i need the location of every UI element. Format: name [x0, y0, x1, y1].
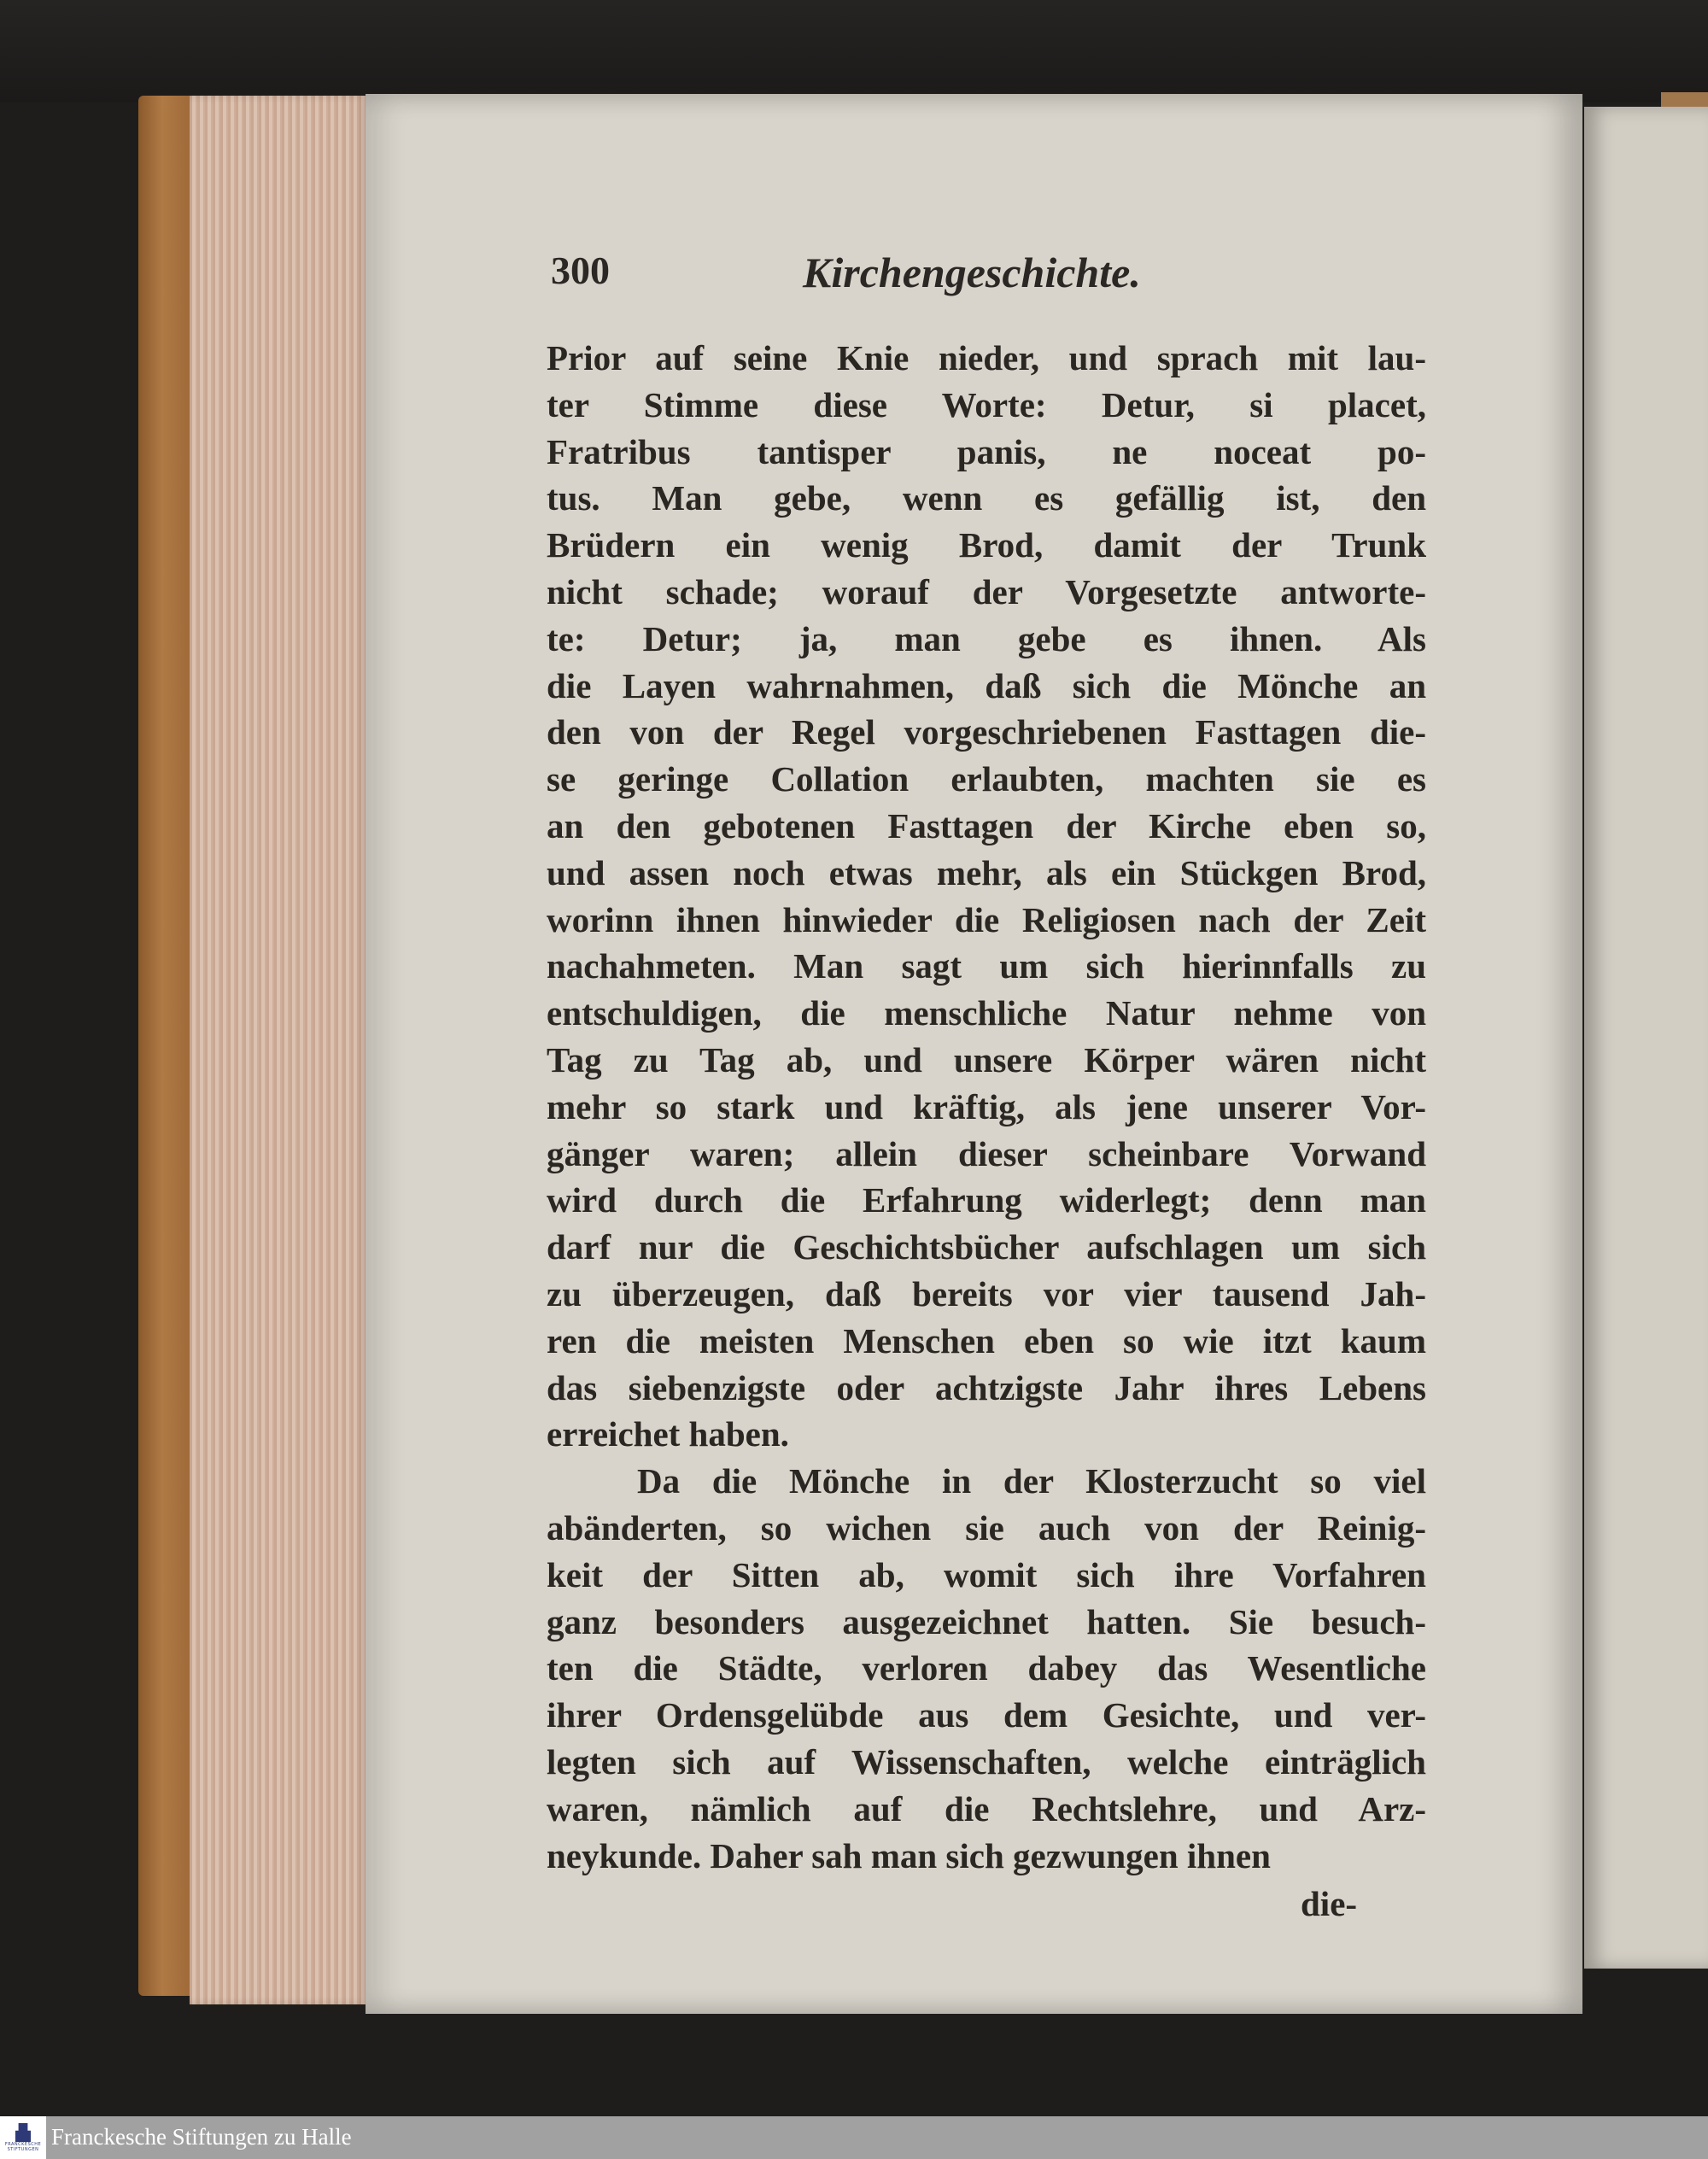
catchword: die- — [1301, 1884, 1358, 1923]
text-line: und assen noch etwas mehr, als ein Stückgen Brod, — [547, 852, 1426, 892]
footer-bar — [0, 2116, 1708, 2159]
text-line: erreichet haben. — [547, 1414, 789, 1454]
text-line: mehr so stark und kräftig, als jene unserer Vor- — [547, 1086, 1426, 1126]
text-line: legten sich auf Wissenschaften, welche einträglich — [547, 1741, 1426, 1782]
text-line: das siebenzigste oder achtzigste Jahr ihres Lebens — [547, 1367, 1426, 1407]
logo-figure-icon — [15, 2123, 31, 2142]
text-line: neykunde. Daher sah man sich gezwungen ihnen — [547, 1835, 1271, 1875]
page-number: 300 — [551, 249, 610, 292]
text-line: entschuldigen, die menschliche Natur nehme von — [547, 993, 1426, 1033]
text-line: an den gebotenen Fasttagen der Kirche eben so, — [547, 805, 1426, 845]
text-line: te: Detur; ja, man gebe es ihnen. Als — [547, 618, 1426, 658]
text-line: se geringe Collation erlaubten, machten sie es — [547, 759, 1426, 799]
text-line: ten die Städte, verloren dabey das Wesentliche — [547, 1648, 1426, 1688]
page-edges — [190, 96, 369, 2004]
text-line: nicht schade; worauf der Vorgesetzte antworte- — [547, 571, 1426, 611]
text-line: ihrer Ordensgelübde aus dem Gesichte, und ver- — [547, 1695, 1426, 1735]
text-line: tus. Man gebe, wenn es gefällig ist, den — [547, 478, 1426, 518]
text-line: Tag zu Tag ab, und unsere Körper wären nicht — [547, 1039, 1426, 1080]
text-line: darf nur die Geschichtsbücher aufschlagen um sich — [547, 1227, 1426, 1267]
text-line: nachahmeten. Man sagt um sich hierinnfalls zu — [547, 946, 1426, 986]
running-head: Kirchengeschichte. — [803, 249, 1141, 296]
logo-text: FRANCKESCHE STIFTUNGEN — [4, 2142, 42, 2152]
institution-logo — [0, 2116, 46, 2159]
facing-page — [1584, 107, 1708, 1969]
text-line: worinn ihnen hinwieder die Religiosen nach der Zeit — [547, 899, 1426, 939]
footer-institution: Franckesche Stiftungen zu Halle — [51, 2124, 352, 2150]
text-line: abänderten, so wichen sie auch von der Reinig- — [547, 1507, 1426, 1548]
text-line: den von der Regel vorgeschriebenen Fasttagen die- — [547, 712, 1426, 752]
text-line: zu überzeugen, daß bereits vor vier tausend Jah- — [547, 1273, 1426, 1314]
text-line: wird durch die Erfahrung widerlegt; denn man — [547, 1180, 1426, 1220]
text-line: gänger waren; allein dieser scheinbare Vorwand — [547, 1133, 1426, 1173]
text-line: waren, nämlich auf die Rechtslehre, und Arz- — [547, 1788, 1426, 1828]
text-line: Da die Mönche in der Klosterzucht so viel — [637, 1461, 1426, 1501]
text-line: Fratribus tantisper panis, ne noceat po- — [547, 431, 1426, 471]
text-line: ren die meisten Menschen eben so wie itzt kaum — [547, 1320, 1426, 1360]
page-body — [547, 335, 1426, 1879]
text-line: ter Stimme diese Worte: Detur, si placet, — [547, 384, 1426, 424]
text-line: Brüdern ein wenig Brod, damit der Trunk — [547, 525, 1426, 565]
text-line: keit der Sitten ab, womit sich ihre Vorfahren — [547, 1554, 1426, 1594]
text-line: Prior auf seine Knie nieder, und sprach mit lau- — [547, 338, 1426, 377]
text-line: die Layen wahrnahmen, daß sich die Mönche an — [547, 665, 1426, 705]
background — [0, 0, 1708, 102]
text-line: ganz besonders ausgezeichnet hatten. Sie besuch- — [547, 1601, 1426, 1641]
